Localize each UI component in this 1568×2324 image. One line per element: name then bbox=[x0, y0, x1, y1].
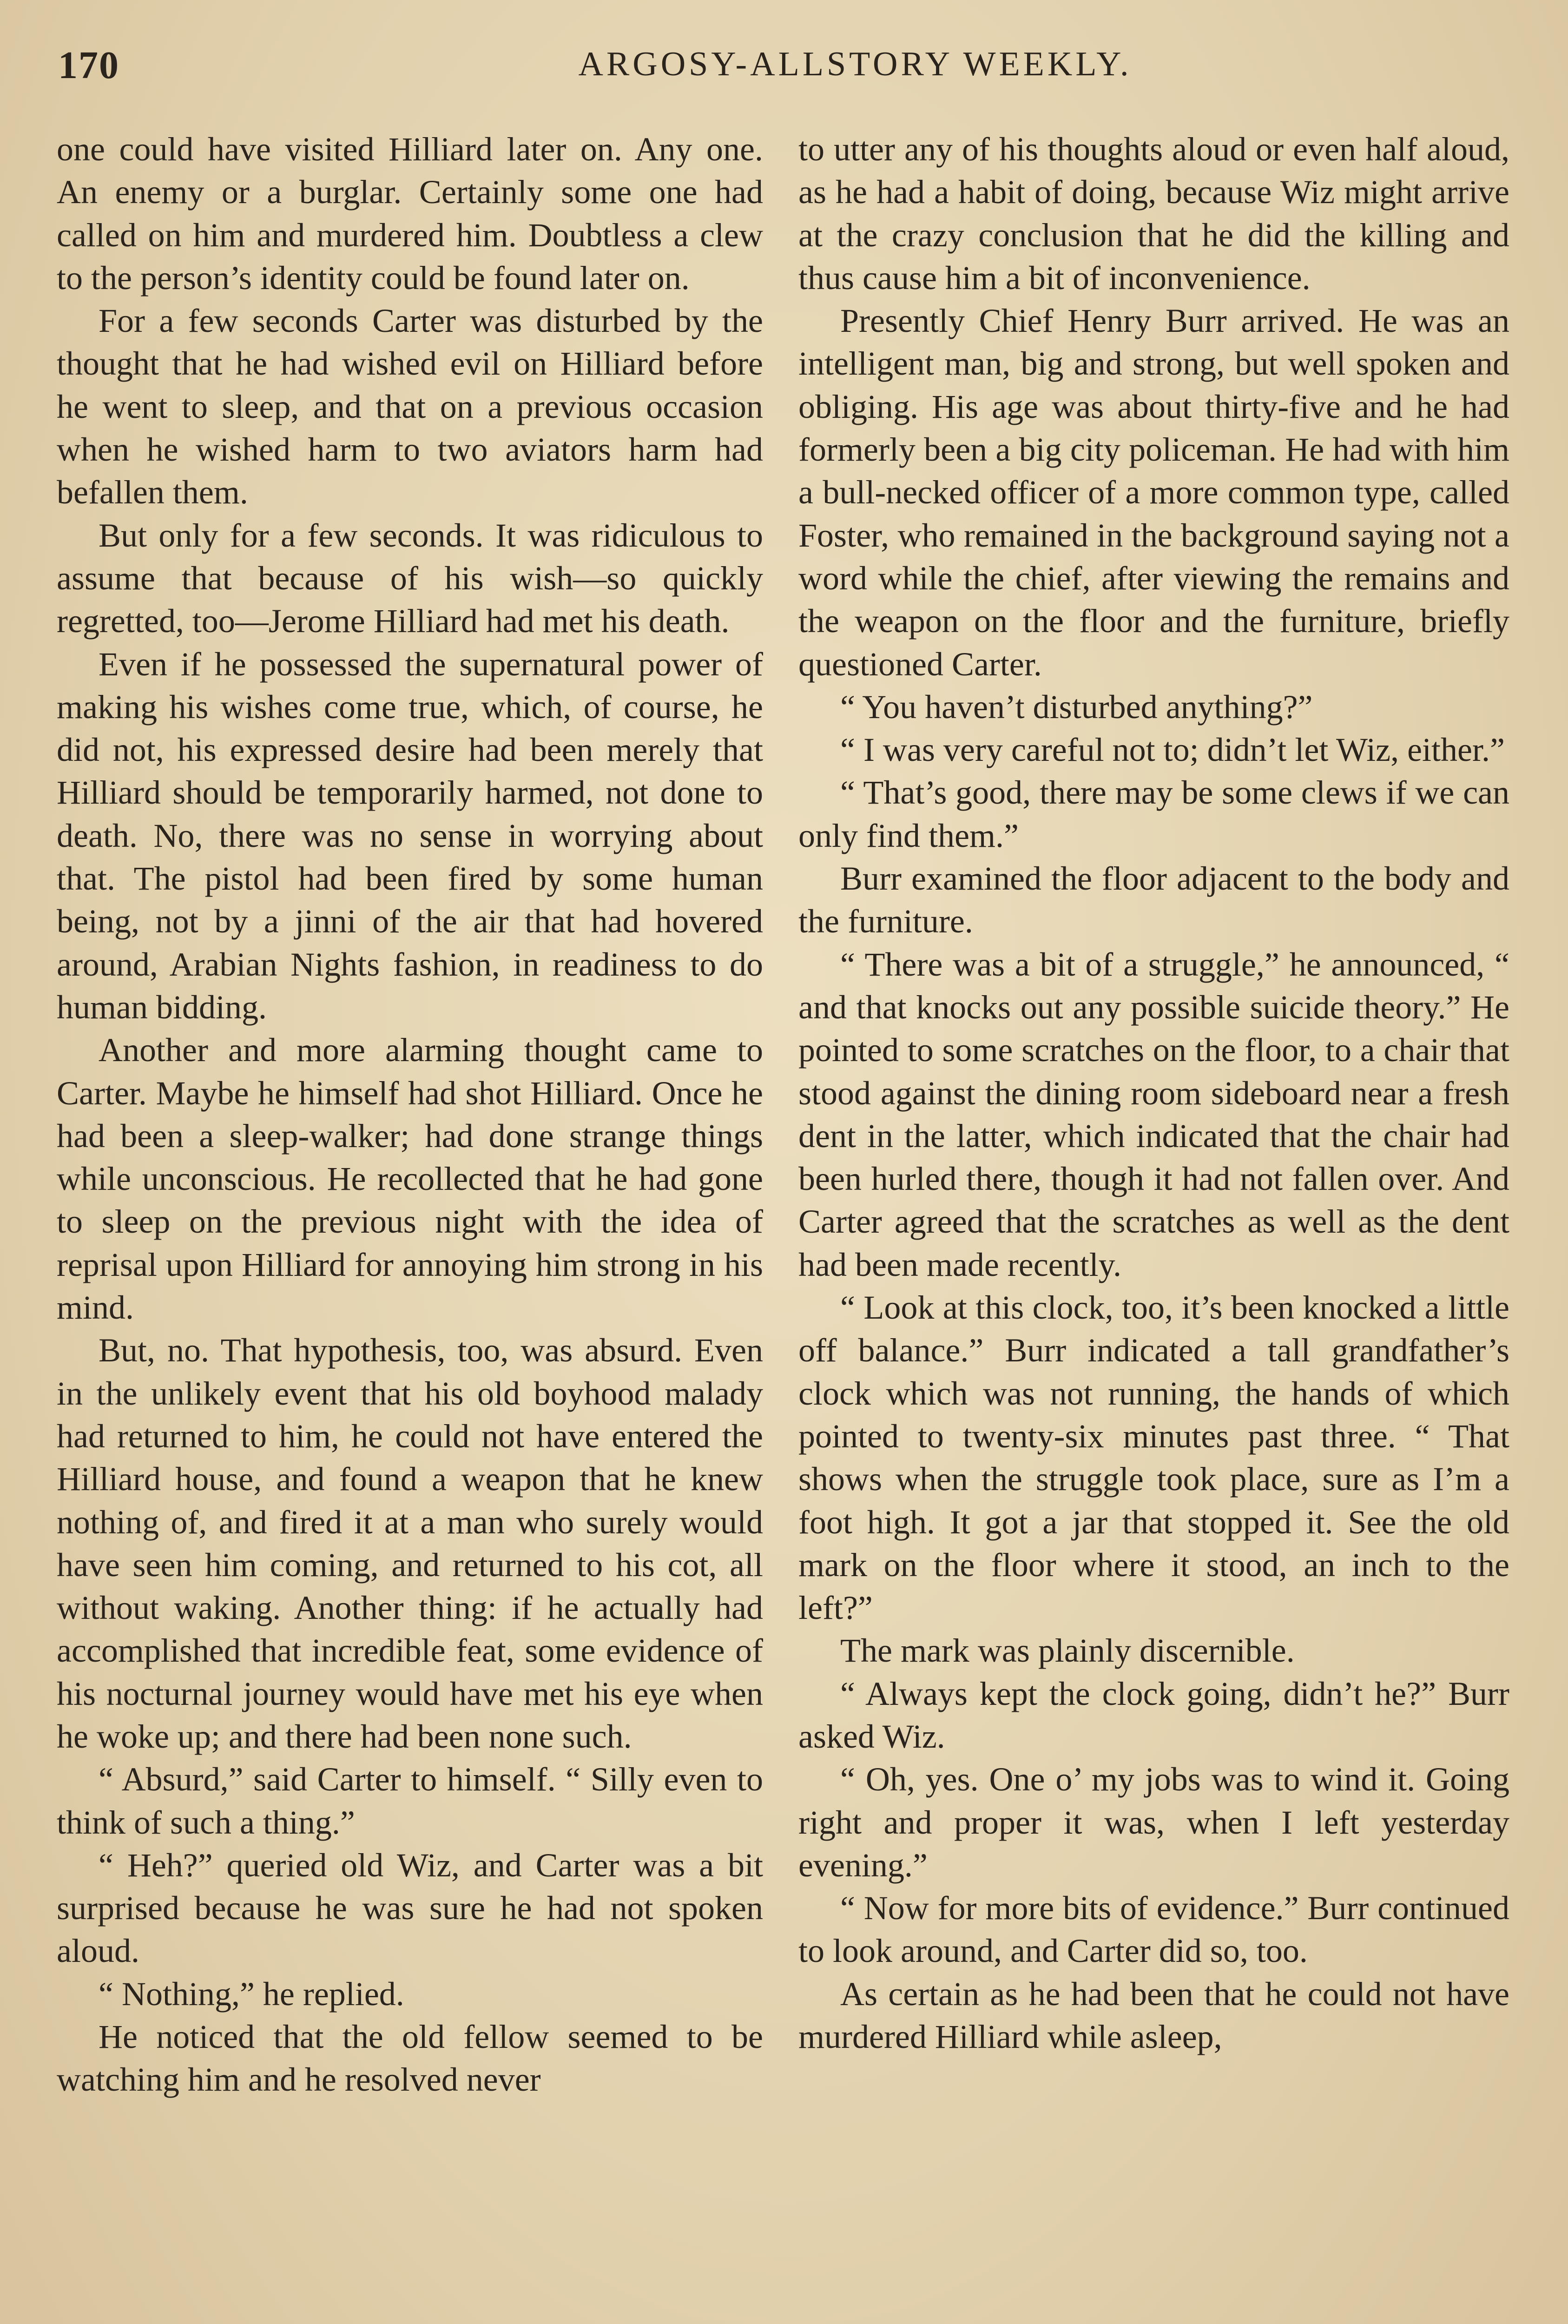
right-column bbox=[798, 128, 1509, 2058]
paragraph: “ Heh?” queried old Wiz, and Carter was a bit surprised because he was sure he had not spoken aloud. bbox=[57, 1846, 763, 1970]
paragraph: “ Oh, yes. One o’ my jobs was to wind it. Going right and proper it was, when I left yesterday evening.” bbox=[798, 1761, 1509, 1884]
paragraph: Burr examined the floor adjacent to the body and the furniture. bbox=[798, 860, 1509, 940]
paragraph: The mark was plainly discernible. bbox=[840, 1632, 1295, 1670]
paragraph: “ Always kept the clock going, didn’t he?” Burr asked Wiz. bbox=[798, 1675, 1509, 1755]
page-header bbox=[58, 43, 1536, 103]
paragraph: “ You haven’t disturbed anything?” bbox=[840, 688, 1313, 726]
paragraph: “ Now for more bits of evidence.” Burr continued to look around, and Carter did so, too. bbox=[798, 1889, 1509, 1970]
page-number: 170 bbox=[58, 44, 119, 87]
paragraph: “ I was very careful not to; didn’t let Wiz, either.” bbox=[840, 731, 1505, 769]
paragraph: For a few seconds Carter was disturbed by the thought that he had wished evil on Hilliard before he went to sleep, and that on a previous occasion when he wished harm to two aviators harm had befallen them. bbox=[57, 302, 763, 511]
paragraph: Presently Chief Henry Burr arrived. He was an intelligent man, big and strong, but well spoken and obliging. His age was about thirty-five and he had formerly been a big city policeman. He had with him a bull-necked officer of a more common type, called Foster, who remained in the background saying not a word while the chief, after viewing the remains and the weapon on the floor and the furniture, briefly questioned Carter. bbox=[798, 302, 1509, 683]
paragraph: He noticed that the old fellow seemed to be watching him and he resolved never bbox=[57, 2018, 763, 2099]
paragraph: Another and more alarming thought came to Carter. Maybe he himself had shot Hilliard. Once he had been a sleep-walker; had done strange things while unconscious. He recollected that he had gone to sleep on the previous night with the idea of reprisal upon Hilliard for annoying him strong in his mind. bbox=[57, 1031, 763, 1327]
paragraph: one could have visited Hilliard later on. Any one. An enemy or a burglar. Certainly some one had called on him and murdered him. Doubtless a clew to the person’s identity could be found later on. bbox=[57, 131, 763, 297]
paragraph: “ Absurd,” said Carter to himself. “ Silly even to think of such a thing.” bbox=[57, 1761, 763, 1841]
paragraph: “ That’s good, there may be some clews if we can only find them.” bbox=[798, 774, 1509, 854]
paragraph: But only for a few seconds. It was ridiculous to assume that because of his wish—so quickly regretted, too—Jerome Hilliard had met his death. bbox=[57, 516, 763, 640]
running-title: ARGOSY-ALLSTORY WEEKLY. bbox=[578, 45, 1132, 83]
paragraph: “ There was a bit of a struggle,” he announced, “ and that knocks out any possible suicide theory.” He pointed to some scratches on the floor, to a chair that stood against the dining room sideboard near a fresh dent in the latter, which indicated that the chair had been hurled there, though it had not fallen over. And Carter agreed that the scratches as well as the dent had been made recently. bbox=[798, 945, 1509, 1283]
left-column bbox=[57, 128, 763, 2101]
paragraph: “ Nothing,” he replied. bbox=[99, 1975, 404, 2013]
paragraph: to utter any of his thoughts aloud or even half aloud, as he had a habit of doing, because Wiz might arrive at the crazy conclusion that he did the killing and thus cause him a bit of inconvenience. bbox=[798, 131, 1509, 297]
paragraph: “ Look at this clock, too, it’s been knocked a little off balance.” Burr indicated a tall grandfather’s clock which was not running, the hands of which pointed to twenty-six minutes past three. “ That shows when the struggle took place, sure as I’m a foot high. It got a jar that stopped it. See the old mark on the floor where it stood, an inch to the left?” bbox=[798, 1289, 1509, 1627]
paragraph: Even if he possessed the supernatural power of making his wishes come true, which, of course, he did not, his expressed desire had been merely that Hilliard should be temporarily harmed, not done to death. No, there was no sense in worrying about that. The pistol had been fired by some human being, not by a jinni of the air that had hovered around, Arabian Nights fashion, in readiness to do human bidding. bbox=[57, 645, 763, 1026]
paragraph: But, no. That hypothesis, too, was absurd. Even in the unlikely event that his old boyhood malady had returned to him, he could not have entered the Hilliard house, and found a weapon that he knew nothing of, and fired it at a man who surely would have seen him coming, and returned to his cot, all without waking. Another thing: if he actually had accomplished that incredible feat, some evidence of his nocturnal journey would have met his eye when he woke up; and there had been none such. bbox=[57, 1332, 763, 1755]
paragraph: As certain as he had been that he could not have murdered Hilliard while asleep, bbox=[798, 1975, 1509, 2056]
